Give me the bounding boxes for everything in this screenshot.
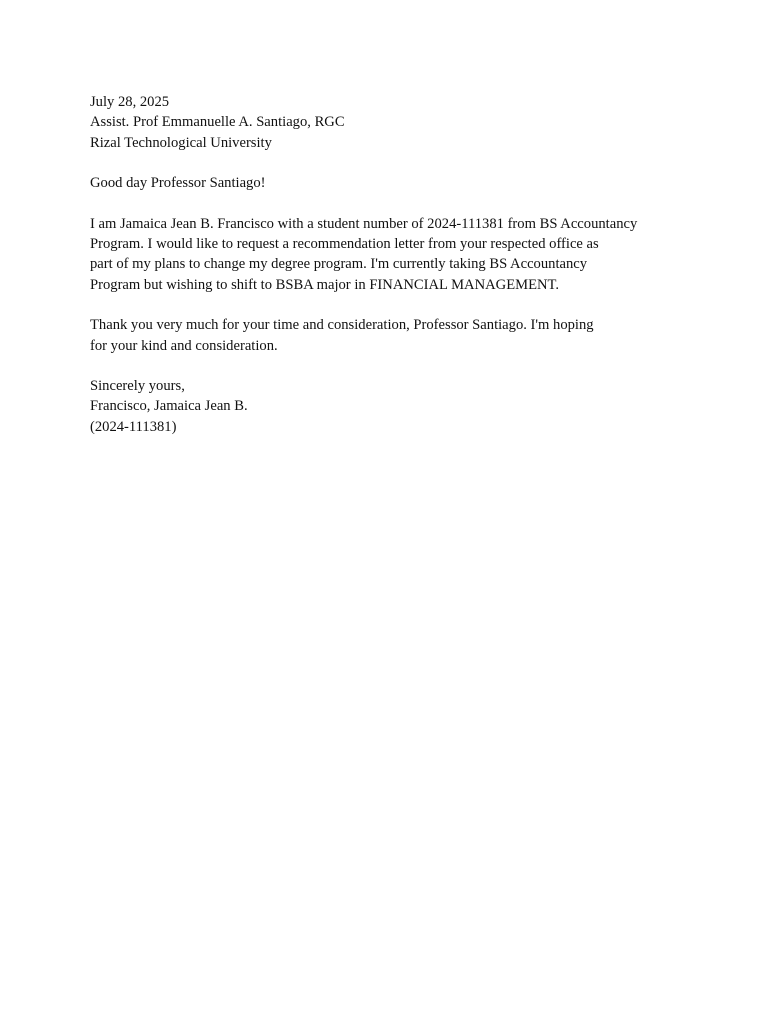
recipient-institution: Rizal Technological University	[90, 134, 272, 151]
paragraph-line: part of my plans to change my degree program. I'm currently taking BS Accountancy	[90, 256, 588, 273]
paragraph-line: Program. I would like to request a recommendation letter from your respected office as	[90, 236, 599, 253]
letter-header	[90, 92, 680, 153]
salutation: Good day Professor Santiago!	[90, 175, 266, 192]
letter-date: July 28, 2025	[90, 94, 170, 110]
paragraph-line: Thank you very much for your time and consideration, Professor Santiago. I'm hoping	[90, 317, 594, 334]
signer-name: Francisco, Jamaica Jean B.	[90, 398, 248, 415]
signer-student-number: (2024-111381)	[90, 418, 177, 435]
spacer	[90, 356, 680, 376]
letter-body	[90, 92, 680, 437]
paragraph-thanks	[90, 315, 680, 356]
recipient-name: Assist. Prof Emmanuelle A. Santiago, RGC	[90, 114, 345, 131]
paragraph-line: for your kind and consideration.	[90, 337, 278, 354]
spacer	[90, 295, 680, 315]
spacer	[90, 193, 680, 213]
paragraph-line: Program but wishing to shift to BSBA major in FINANCIAL MANAGEMENT.	[90, 276, 560, 293]
valediction: Sincerely yours,	[90, 378, 185, 395]
letter-closing	[90, 376, 680, 437]
paragraph-request	[90, 214, 680, 295]
spacer	[90, 153, 680, 173]
paragraph-line: I am Jamaica Jean B. Francisco with a student number of 2024-111381 from BS Accountancy	[90, 215, 638, 232]
